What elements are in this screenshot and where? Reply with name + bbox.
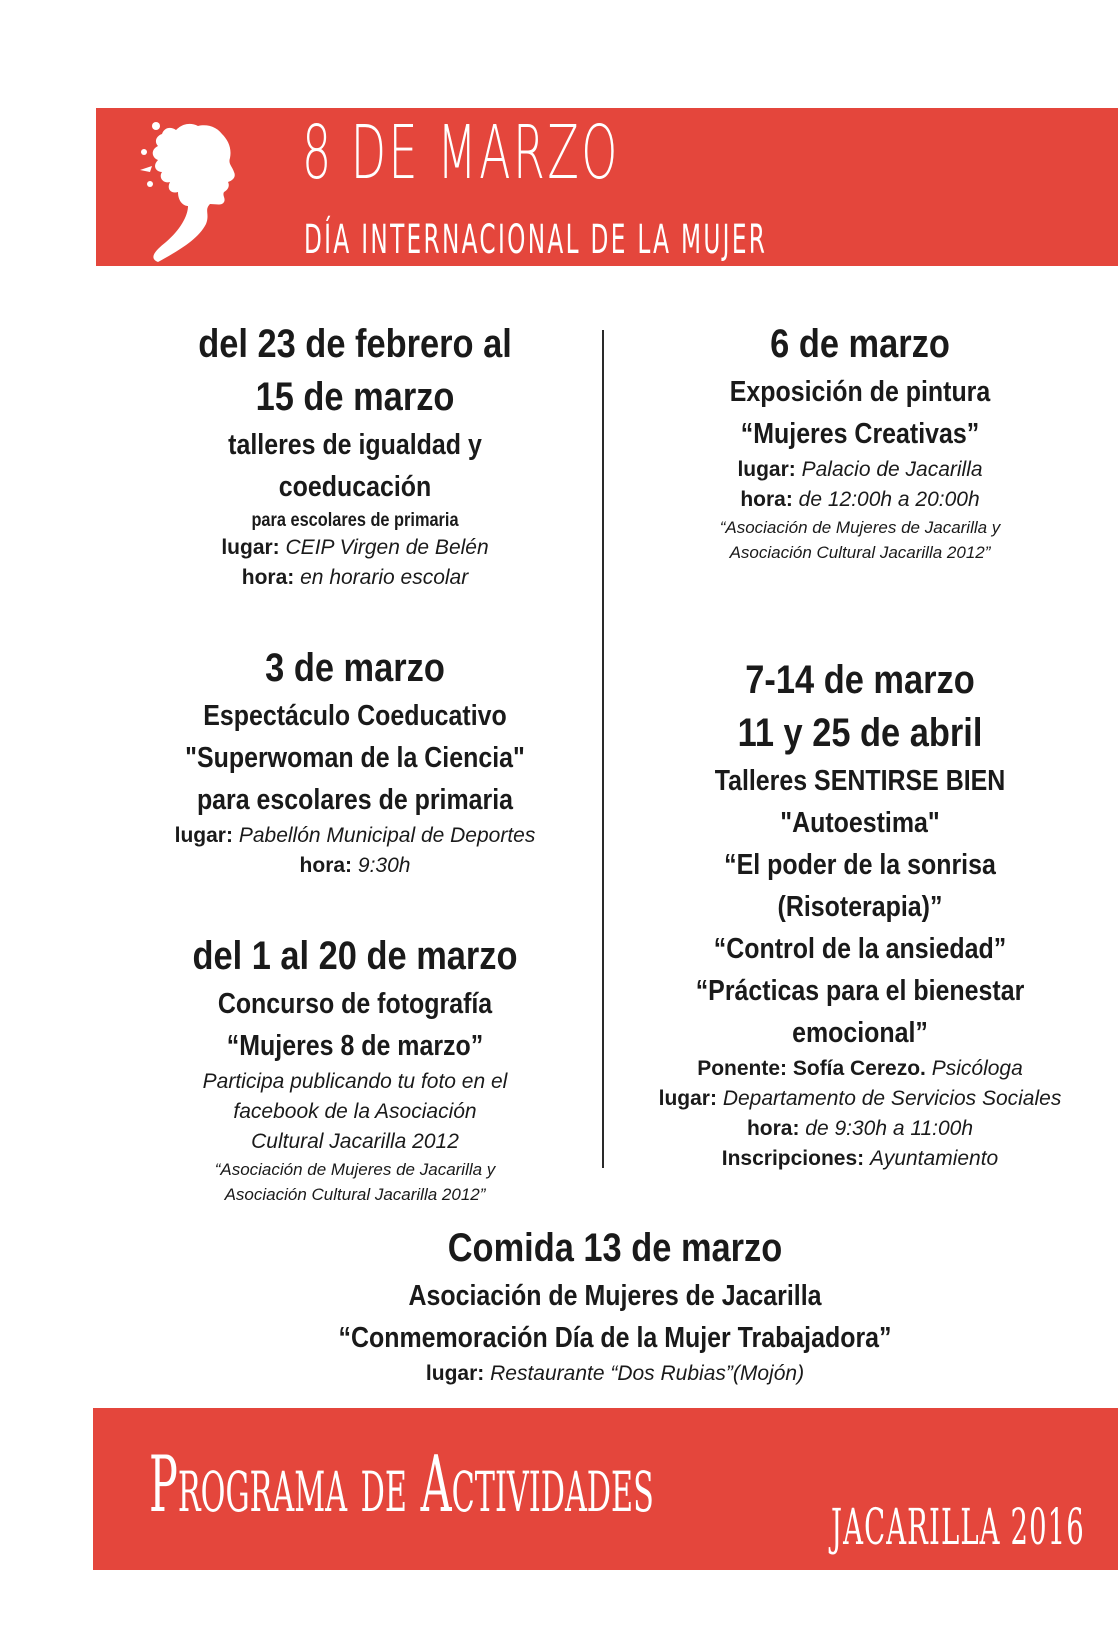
event-description: Cultural Jacarilla 2012 xyxy=(251,1130,459,1153)
event-title: Exposición de pintura xyxy=(729,376,991,408)
event-exposicion-pintura xyxy=(620,318,1100,565)
inscripciones-value: Ayuntamiento xyxy=(870,1147,999,1170)
event-date: del 23 de febrero al xyxy=(198,322,512,366)
event-date: Comida 13 de marzo xyxy=(447,1226,783,1270)
hora-label: hora: xyxy=(740,488,793,511)
event-date: 15 de marzo xyxy=(255,375,455,419)
lugar-value: CEIP Virgen de Belén xyxy=(285,536,489,559)
hora-value: 9:30h xyxy=(357,854,411,877)
event-organizer: Asociación Cultural Jacarilla 2012” xyxy=(224,1185,486,1204)
lugar-label: lugar: xyxy=(658,1087,717,1110)
event-date: del 1 al 20 de marzo xyxy=(192,934,518,978)
event-title: “Mujeres 8 de marzo” xyxy=(226,1030,484,1062)
header-banner xyxy=(96,108,1118,266)
lugar-value: Restaurante “Dos Rubias”(Mojón) xyxy=(490,1362,805,1385)
event-talleres-igualdad xyxy=(120,318,590,593)
event-title: “Prácticas para el bienestar xyxy=(695,975,1025,1007)
program-year: JACARILLA 2016 xyxy=(831,1498,1085,1556)
event-title: “Conmemoración Día de la Mujer Trabajadora” xyxy=(338,1322,892,1354)
header-title: 8 DE MARZO xyxy=(302,110,620,196)
header-subtitle: DÍA INTERNACIONAL DE LA MUJER xyxy=(304,217,768,263)
event-title: “Mujeres Creativas” xyxy=(740,418,980,450)
event-concurso-fotografia xyxy=(120,930,590,1207)
event-comida xyxy=(230,1222,1000,1389)
lugar-value: Departamento de Servicios Sociales xyxy=(722,1087,1062,1110)
event-title: Asociación de Mujeres de Jacarilla xyxy=(408,1280,822,1312)
event-date: 6 de marzo xyxy=(770,322,950,366)
event-organizer: Asociación Cultural Jacarilla 2012” xyxy=(729,543,991,562)
event-organizer: “Asociación de Mujeres de Jacarilla y xyxy=(214,1160,496,1179)
hora-value: en horario escolar xyxy=(300,566,469,589)
lugar-label: lugar: xyxy=(174,824,233,847)
hora-label: hora: xyxy=(299,854,353,877)
footer-banner xyxy=(93,1408,1118,1570)
event-date: 3 de marzo xyxy=(265,646,445,690)
event-description: facebook de la Asociación xyxy=(233,1100,477,1123)
event-audience: para escolares de primaria xyxy=(251,510,459,531)
hora-value: de 12:00h a 20:00h xyxy=(798,488,980,511)
event-title: “El poder de la sonrisa xyxy=(724,849,996,881)
event-title: (Risoterapia)” xyxy=(777,891,943,923)
event-description: Participa publicando tu foto en el xyxy=(202,1070,508,1093)
woman-silhouette-icon xyxy=(136,112,286,266)
event-title: coeducación xyxy=(278,471,432,503)
event-title: "Autoestima" xyxy=(780,807,940,839)
column-divider xyxy=(602,330,604,1168)
event-organizer: “Asociación de Mujeres de Jacarilla y xyxy=(719,518,1001,537)
inscripciones-label: Inscripciones: xyxy=(721,1147,865,1170)
event-title: talleres de igualdad y xyxy=(228,429,482,461)
event-title: Espectáculo Coeducativo xyxy=(203,700,507,732)
program-title: Programa de Actividades xyxy=(149,1440,654,1530)
lugar-label: lugar: xyxy=(425,1362,485,1385)
event-date: 11 y 25 de abril xyxy=(737,711,983,755)
lugar-label: lugar: xyxy=(221,536,280,559)
lugar-value: Palacio de Jacarilla xyxy=(801,458,983,481)
ponente-label: Ponente: Sofía Cerezo. xyxy=(697,1057,926,1080)
event-date: 7-14 de marzo xyxy=(745,658,975,702)
hora-label: hora: xyxy=(241,566,295,589)
event-title: Talleres SENTIRSE BIEN xyxy=(714,765,1006,797)
event-title: "Superwoman de la Ciencia" xyxy=(185,742,525,774)
event-title: emocional” xyxy=(792,1017,928,1049)
event-title: Concurso de fotografía xyxy=(217,988,493,1020)
hora-value: de 9:30h a 11:00h xyxy=(805,1117,974,1140)
hora-label: hora: xyxy=(746,1117,800,1140)
event-talleres-sentirse-bien xyxy=(620,654,1100,1174)
ponente-value: Psicóloga xyxy=(931,1057,1023,1080)
event-title: para escolares de primaria xyxy=(196,784,514,816)
event-title: “Control de la ansiedad” xyxy=(713,933,1007,965)
lugar-label: lugar: xyxy=(737,458,796,481)
event-superwoman xyxy=(120,642,590,881)
lugar-value: Pabellón Municipal de Deportes xyxy=(238,824,536,847)
